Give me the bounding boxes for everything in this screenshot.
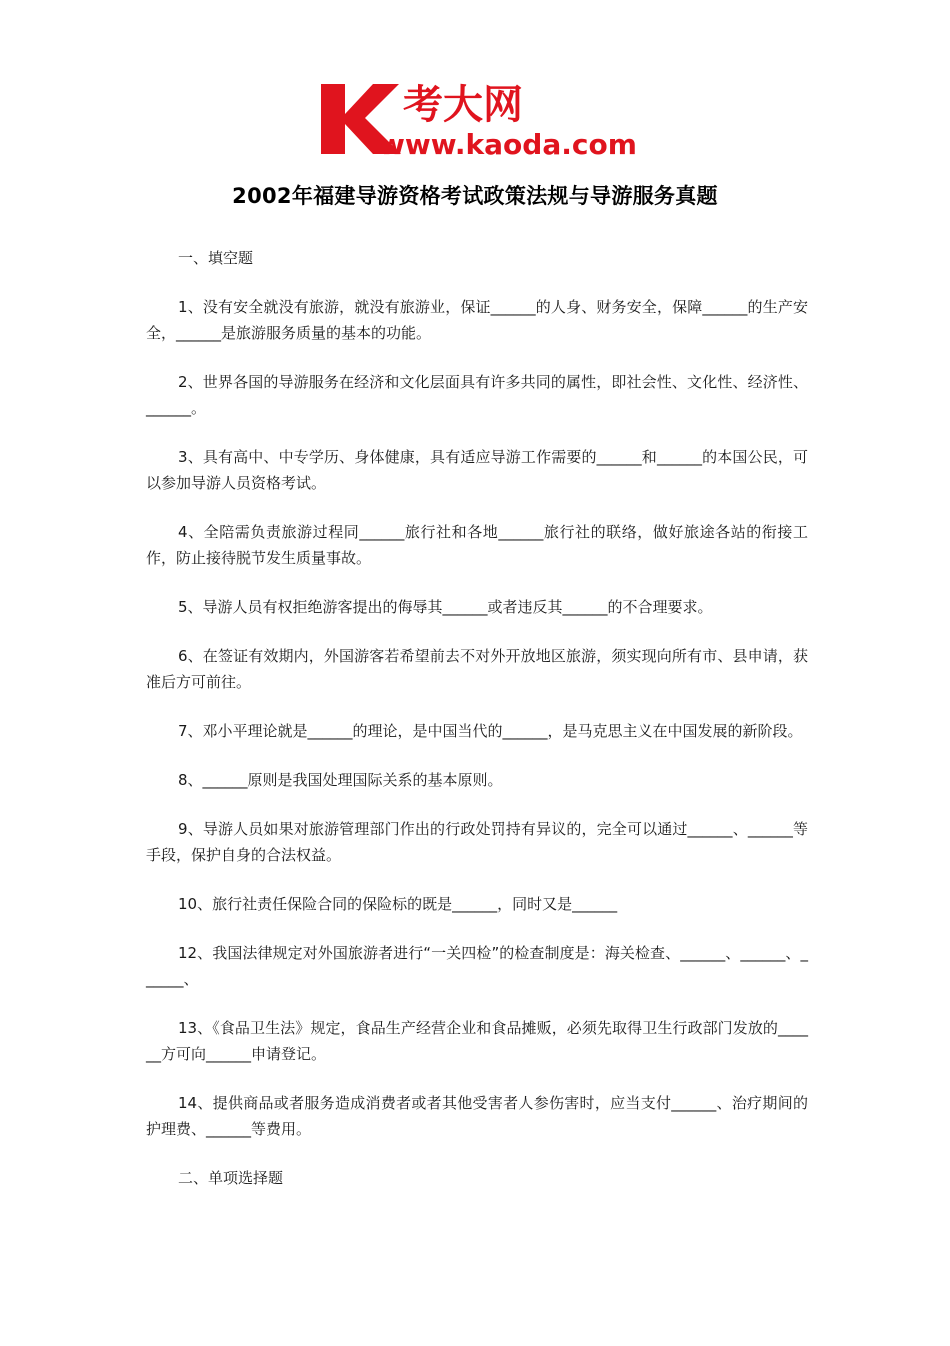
- question-item: 4、全陪需负责旅游过程同______旅行社和各地______旅行社的联络，做好旅途各站的衔接工作，防止接待脱节发生质量事故。: [146, 523, 808, 567]
- question-item: 1、没有安全就没有旅游，就没有旅游业，保证______的人身、财务安全，保障______的生产安全，______是旅游服务质量的基本的功能。: [146, 298, 808, 342]
- question-item: 2、世界各国的导游服务在经济和文化层面具有许多共同的属性，即社会性、文化性、经济性、______。: [146, 373, 808, 417]
- document-body: [146, 245, 808, 1214]
- question-item: 6、在签证有效期内，外国游客若希望前去不对外开放地区旅游，须实现向所有市、县申请，获准后方可前往。: [146, 647, 808, 691]
- logo-domain: www.kaoda.com: [379, 128, 637, 160]
- question-item: 3、具有高中、中专学历、身体健康，具有适应导游工作需要的______和______的本国公民，可以参加导游人员资格考试。: [146, 448, 808, 492]
- question-item: 13、《食品卫生法》规定，食品生产经营企业和食品摊贩，必须先取得卫生行政部门发放的______方可向______申请登记。: [146, 1019, 808, 1063]
- question-item: 14、提供商品或者服务造成消费者或者其他受害者人参伤害时，应当支付______、治疗期间的护理费、______等费用。: [146, 1094, 808, 1138]
- question-item: 9、导游人员如果对旅游管理部门作出的行政处罚持有异议的，完全可以通过______、______等手段，保护自身的合法权益。: [146, 820, 808, 864]
- question-item: 7、邓小平理论就是______的理论，是中国当代的______，是马克思主义在中国发展的新阶段。: [178, 722, 803, 740]
- logo-brand-cn: 考大网: [403, 82, 523, 128]
- question-item: 8、______原则是我国处理国际关系的基本原则。: [178, 771, 503, 789]
- page-title: 2002年福建导游资格考试政策法规与导游服务真题: [232, 184, 718, 208]
- kaoda-logo-graphic: [315, 78, 640, 160]
- kaoda-logo: [315, 78, 640, 160]
- section-heading-fill-in: 一、填空题: [178, 249, 254, 267]
- question-item: 12、我国法律规定对外国旅游者进行“一关四检”的检查制度是：海关检查、______、______、______、: [146, 944, 808, 988]
- section-heading-single-choice: 二、单项选择题: [178, 1169, 284, 1187]
- question-item: 5、导游人员有权拒绝游客提出的侮辱其______或者违反其______的不合理要求。: [178, 598, 713, 616]
- question-item: 10、旅行社责任保险合同的保险标的既是______，同时又是______: [178, 895, 618, 913]
